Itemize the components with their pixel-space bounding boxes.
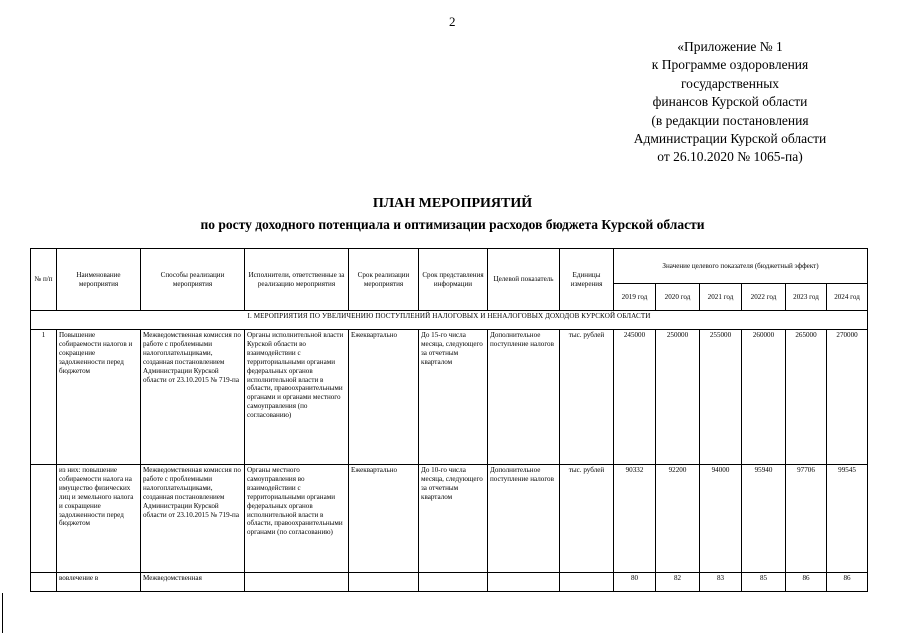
cell-num	[31, 573, 57, 592]
cell-units	[560, 573, 614, 592]
header-year: 2021 год	[700, 284, 742, 311]
header-methods: Способы реализации мероприятия	[141, 249, 245, 311]
cell-value: 95940	[742, 465, 786, 573]
appendix-line: «Приложение № 1	[677, 39, 783, 54]
cell-executors: Органы исполнительной власти Курской области во взаимодействии с территориальными органами федеральных органов исполнительной власти в области, правоохранительными органами и органами местного самоуправления (по согласованию)	[245, 330, 349, 465]
appendix-note	[600, 38, 860, 167]
cell-value: 245000	[614, 330, 656, 465]
cell-methods: Межведомственная	[141, 573, 245, 592]
cell-value: 255000	[700, 330, 742, 465]
header-target: Целевой показатель	[488, 249, 560, 311]
header-executors: Исполнители, ответственные за реализацию мероприятия	[245, 249, 349, 311]
header-year: 2019 год	[614, 284, 656, 311]
table-row	[31, 573, 868, 592]
appendix-line: государственных	[680, 75, 780, 91]
header-year: 2024 год	[827, 284, 868, 311]
cell-report	[419, 573, 488, 592]
scan-edge-line	[2, 593, 3, 633]
cell-units: тыс. рублей	[560, 465, 614, 573]
appendix-line: финансов Курской области	[652, 94, 808, 110]
cell-methods: Межведомственная комиссия по работе с проблемными налогоплательщиками, созданная постановлением Администрации Курской области от 23.10.2015 № 719-па	[141, 330, 245, 465]
header-name: Наименование мероприятия	[57, 249, 141, 311]
cell-report: До 15-го числа месяца, следующего за отчетным кварталом	[419, 330, 488, 465]
header-deadline: Срок реализации мероприятия	[349, 249, 419, 311]
cell-value: 83	[700, 573, 742, 592]
cell-value: 265000	[786, 330, 827, 465]
cell-value: 85	[742, 573, 786, 592]
cell-deadline	[349, 573, 419, 592]
header-num: № п/п	[31, 249, 57, 311]
cell-value: 94000	[700, 465, 742, 573]
cell-value: 90332	[614, 465, 656, 573]
cell-report: До 10-го числа месяца, следующего за отчетным кварталом	[419, 465, 488, 573]
page-number: 2	[449, 14, 456, 29]
cell-value: 80	[614, 573, 656, 592]
appendix-line: от 26.10.2020 № 1065-па)	[657, 149, 803, 165]
cell-value: 92200	[656, 465, 700, 573]
cell-deadline: Ежеквартально	[349, 330, 419, 465]
measures-table	[30, 248, 868, 592]
cell-value: 250000	[656, 330, 700, 465]
cell-target	[488, 573, 560, 592]
header-value-group: Значение целевого показателя (бюджетный эффект)	[614, 249, 868, 284]
cell-num: 1	[31, 330, 57, 465]
cell-value: 260000	[742, 330, 786, 465]
document-subtitle: по росту доходного потенциала и оптимизации расходов бюджета Курской области	[200, 217, 705, 232]
appendix-line: (в редакции постановления	[651, 112, 809, 128]
cell-value: 270000	[827, 330, 868, 465]
header-units: Единицы измерения	[560, 249, 614, 311]
cell-value: 99545	[827, 465, 868, 573]
table-row	[31, 330, 868, 465]
cell-deadline: Ежеквартально	[349, 465, 419, 573]
cell-value: 97706	[786, 465, 827, 573]
appendix-line: Администрации Курской области	[633, 131, 827, 147]
header-year: 2022 год	[742, 284, 786, 311]
cell-units: тыс. рублей	[560, 330, 614, 465]
cell-name: Повышение собираемости налогов и сокращение задолженности перед бюджетом	[57, 330, 141, 465]
cell-num	[31, 465, 57, 573]
cell-name: вовлечение в	[57, 573, 141, 592]
section-heading: I. МЕРОПРИЯТИЯ ПО УВЕЛИЧЕНИЮ ПОСТУПЛЕНИЙ НАЛОГОВЫХ И НЕНАЛОГОВЫХ ДОХОДОВ КУРСКОЙ ОБЛАСТИ	[31, 311, 868, 330]
cell-value: 86	[786, 573, 827, 592]
cell-name: из них: повышение собираемости налога на имущество физических лиц и земельного налога и сокращение задолженности перед бюджетом	[57, 465, 141, 573]
document-title: ПЛАН МЕРОПРИЯТИЙ	[372, 196, 533, 211]
header-year: 2023 год	[786, 284, 827, 311]
cell-executors	[245, 573, 349, 592]
header-year: 2020 год	[656, 284, 700, 311]
cell-target: Дополнительное поступление налогов	[488, 465, 560, 573]
cell-value: 86	[827, 573, 868, 592]
cell-methods: Межведомственная комиссия по работе с проблемными налогоплательщиками, созданная постановлением Администрации Курской области от 23.10.2015 № 719-па	[141, 465, 245, 573]
appendix-line: к Программе оздоровления	[651, 57, 809, 73]
cell-executors: Органы местного самоуправления во взаимодействии с территориальными органами федеральных органов исполнительной власти в области, правоохранительными органами (по согласованию)	[245, 465, 349, 573]
cell-target: Дополнительное поступление налогов	[488, 330, 560, 465]
table-row	[31, 465, 868, 573]
header-report: Срок представления информации	[419, 249, 488, 311]
cell-value: 82	[656, 573, 700, 592]
